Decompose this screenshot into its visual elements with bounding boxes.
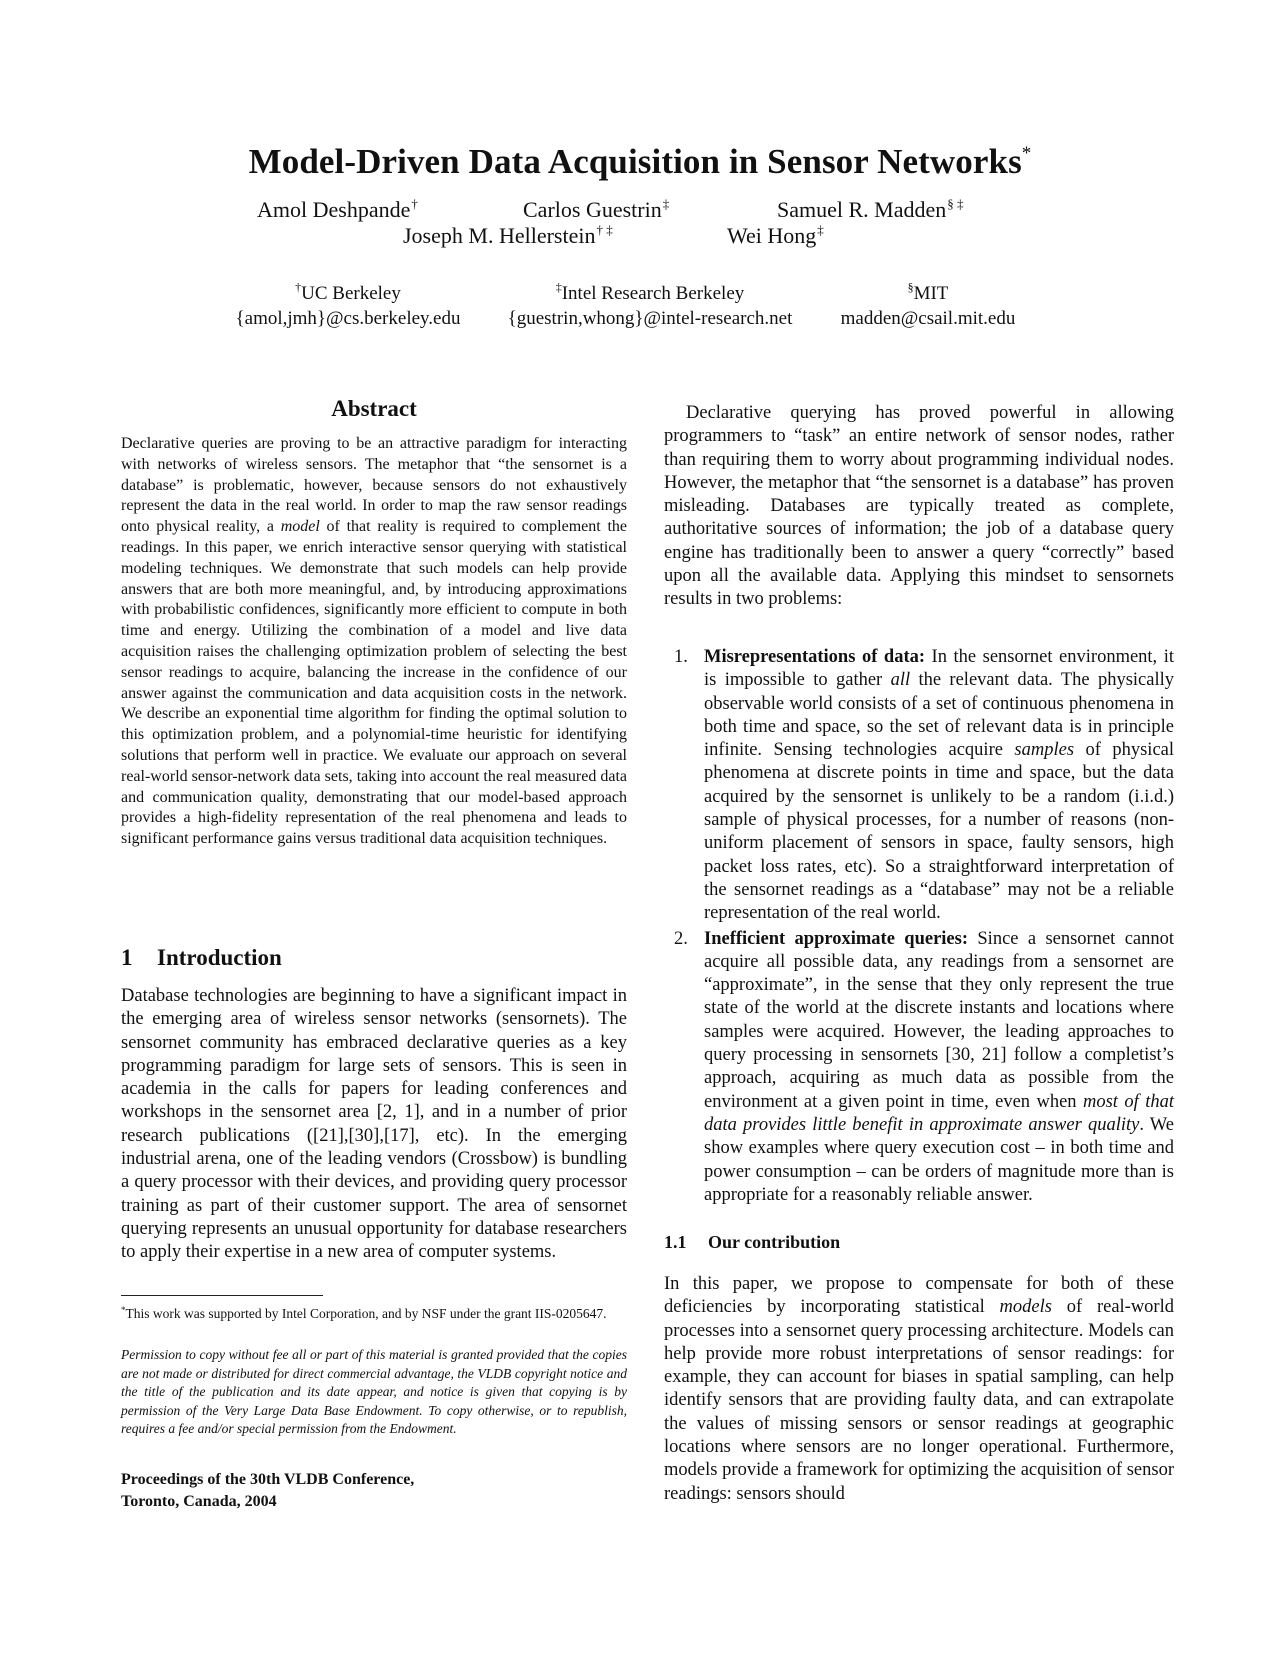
author-madden: Samuel R. Madden§ ‡ — [777, 196, 964, 222]
email-uc-berkeley: {amol,jmh}@cs.berkeley.edu — [235, 308, 461, 329]
abstract-heading: Abstract — [331, 396, 417, 421]
paper-title: Model-Driven Data Acquisition in Sensor Networks* — [248, 142, 1032, 181]
section-1-1-heading: 1.1 Our contribution — [664, 1232, 841, 1252]
permission-notice: Permission to copy without fee all or part of this material is granted provided that the copies are not made or distributed for direct commercial advantage, the VLDB copyright notice and the title of the publication and its date appear, and notice is given that copying is by permission of the Very Large Data Base Endowment. To copy otherwise, or to republish, requires a fee and/or special permission from the Endowment. — [121, 1347, 627, 1436]
author-hong: Wei Hong‡ — [727, 222, 824, 248]
footnote-funding: *This work was supported by Intel Corporation, and by NSF under the grant IIS-0205647. — [121, 1305, 607, 1321]
right-intro-text: Declarative querying has proved powerful in allowing programmers to “task” an entire network of sensor nodes, rather than requiring them to worry about programming individual nodes. However, the metaphor that “the sensornet is a database” has proven misleading. Databases are typically treated as complete, authoritative sources of information; the job of a database query engine has traditionally been to answer a query “correctly” based upon all the available data. Applying this mindset to sensornets results in two problems: — [664, 403, 1174, 610]
author-guestrin: Carlos Guestrin‡ — [523, 196, 670, 222]
email-intel: {guestrin,whong}@intel-research.net — [507, 308, 793, 329]
affiliation-uc-berkeley: †UC Berkeley {amol,jmh}@cs.berkeley.edu — [216, 280, 480, 330]
title-footnote-mark: * — [1021, 143, 1032, 164]
author-deshpande: Amol Deshpande† — [257, 196, 418, 222]
section-1-heading: 1 Introduction — [121, 945, 282, 970]
author-hellerstein: Joseph M. Hellerstein† ‡ — [403, 222, 613, 248]
contribution-text: In this paper, we propose to compensate for both of these deficiencies by incorporating statistical models of real-world processes into a sensornet query processing architecture. Models can help provide more robust interpretations of sensor readings: for example, they can account for biases in spatial sampling, can help identify sensors that are providing faulty data, and can extrapolate the values of missing sensors or sensor readings at geographic locations where sensors are no longer operational. Furthermore, models provide a framework for optimizing the acquisition of sensor readings: sensors should — [664, 1274, 1174, 1504]
email-mit: madden@csail.mit.edu — [840, 308, 1016, 329]
affiliation-mit: §MIT madden@csail.mit.edu — [808, 280, 1048, 330]
introduction-text: Database technologies are beginning to have a significant impact in the emerging area of wireless sensor networks (sensornets). The sensornet community has embraced declarative queries as a key programming paradigm for large sets of sensors. This is seen in academia in the calls for papers for leading conferences and workshops in the sensornet area [2, 1], and in a number of prior research publications ([21],[30],[17], etc). In the emerging industrial arena, one of the leading vendors (Crossbow) is bundling a query processor with their devices, and providing query processor training as part of their customer support. The area of sensornet querying represents an unusual opportunity for database researchers to apply their expertise in a new area of computer systems. — [121, 986, 627, 1263]
abstract-text: Declarative queries are proving to be an attractive paradigm for interacting with networks of wireless sensors. The metaphor that “the sensornet is a database” is problematic, however, because sensors do not exhaustively represent the data in the real world. In order to map the raw sensor readings onto physical reality, a model of that reality is required to complement the readings. In this paper, we enrich interactive sensor querying with statistical modeling techniques. We demonstrate that such models can help provide answers that are both more meaningful, and, by introducing approximations with probabilistic confidences, significantly more efficient to compute in both time and energy. Utilizing the combination of a model and live data acquisition raises the challenging optimization problem of selecting the best sensor readings to acquire, balancing the increase in the confidence of our answer against the communication and data acquisition costs in the network. We describe an exponential time algorithm for finding the optimal solution to this optimization problem, and a polynomial-time heuristic for identifying solutions that perform well in practice. We evaluate our approach on several real-world sensor-network data sets, taking into account the real measured data and communication quality, demonstrating that our model-based approach provides a high-fidelity representation of the real phenomena and leads to significant performance gains versus traditional data acquisition techniques. — [121, 435, 627, 848]
affiliation-intel: ‡Intel Research Berkeley {guestrin,whong}@intel-research.net — [490, 280, 810, 330]
list-item: 2. Inefficient approximate queries: Since a sensornet cannot acquire all possible data, any readings from a sensornet are “approximate”, in the sense that they only represent the true state of the world at the discrete instants and locations where samples were acquired. However, the leading approaches to query processing in sensornets [30, 21] follow a completist’s approach, acquiring as much data as possible from the environment at a given point in time, even when most of that data provides little benefit in approximate answer quality. We show examples where query execution cost – in both time and power consumption – can be orders of magnitude more than is appropriate for a reasonably reliable answer. — [674, 928, 1175, 1205]
list-item: 1. Misrepresentations of data: In the sensornet environment, it is impossible to gather all the relevant data. The physically observable world consists of a set of continuous phenomena in both time and space, so the set of relevant data is in principle infinite. Sensing technologies acquire samples of physical phenomena at discrete points in time and space, but the data acquired by the sensornet is unlikely to be a random (i.i.d.) sample of physical processes, for a number of reasons (non-uniform placement of sensors in space, faulty sensors, high packet loss rates, etc). So a straightforward interpretation of the sensornet readings as a “database” may not be a reliable representation of the real world. — [674, 647, 1174, 924]
proceedings-info: Proceedings of the 30th VLDB Conference, Toronto, Canada, 2004 — [121, 1471, 415, 1510]
problem-list — [664, 646, 1174, 1207]
footnote-rule — [121, 1295, 323, 1296]
